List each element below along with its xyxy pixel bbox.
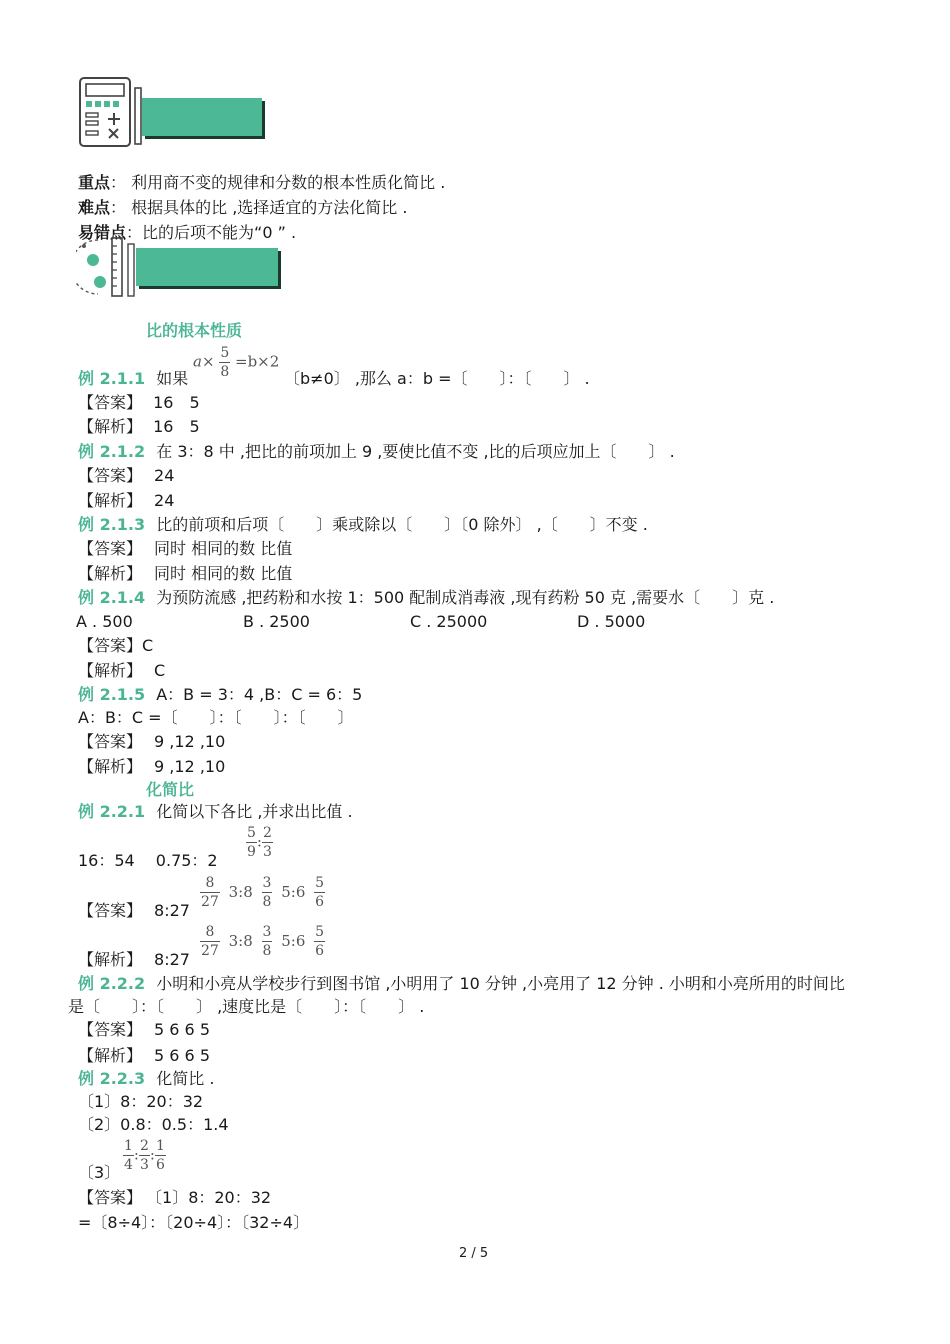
ex213-analysis: [78, 563, 292, 585]
answer-label: 【答案】: [78, 636, 143, 655]
ex212-id: 例 2.1.2: [78, 442, 146, 461]
ex221-f2n: 2: [262, 825, 272, 841]
ex221-ans-frac3: [314, 874, 325, 911]
analysis-label: 【解析】: [78, 417, 143, 436]
ex212-answer-value: 24: [154, 466, 175, 485]
ex214-text: 为预防流感 ,把药粉和水按 1：500 配制成消毒液 ,现有药粉 50 克 ,需要水〔 〕克 .: [156, 588, 775, 607]
analysis-label: 【解析】: [78, 950, 143, 969]
error-prone-label: 易错点: [78, 223, 127, 242]
ex211-id: 例 2.1.1: [78, 369, 146, 388]
ex222-answer-value: 5 6 6 5: [154, 1020, 210, 1039]
ex211-question: a：b =〔 〕：〔 〕 .: [397, 369, 590, 388]
ex221-an-frac1: [200, 923, 220, 960]
ex223-f1d: 4: [124, 1157, 133, 1173]
ex211-num: 5: [220, 345, 230, 361]
section2-title: 化简比: [146, 780, 195, 799]
ex222-analysis-value: 5 6 6 5: [154, 1046, 210, 1065]
ex213-answer: [78, 538, 292, 560]
ex221-line: [78, 801, 353, 823]
ex221-ans-d3: 6: [315, 894, 325, 910]
ex223-id: 例 2.2.3: [78, 1069, 146, 1088]
ex221-ans-r2: 5:6: [281, 882, 306, 901]
ex223-frac3: [155, 1137, 166, 1174]
ex215-analysis: [78, 756, 225, 778]
ex211-analysis: [78, 416, 200, 438]
difficulty-line: 难点： 根据具体的比 ,选择适宜的方法化简比 .: [78, 198, 408, 217]
ex222-id: 例 2.2.2: [78, 974, 146, 993]
ex221-id: 例 2.2.1: [78, 802, 146, 821]
ex211-times: ×: [201, 352, 215, 371]
ex215-text: A：B = 3：4 ,B：C = 6：5: [156, 685, 363, 704]
answer-label: 【答案】: [78, 393, 143, 412]
ex221-an-r2: 5:6: [281, 931, 306, 950]
analysis-label: 【解析】: [78, 1046, 143, 1065]
answer-label: 【答案】: [78, 466, 143, 485]
ex221-answer: [78, 900, 190, 922]
ex221-an-n1: 8: [200, 923, 220, 942]
ex212-answer: [78, 465, 174, 487]
ex223-line: [78, 1068, 214, 1090]
ex221-analysis-fractions: [200, 923, 325, 960]
ex214-analysis: [78, 660, 165, 682]
ex214-option-b: B . 2500: [243, 612, 310, 631]
ex223-step: =〔8÷4〕：〔20÷4〕：〔32÷4〕: [78, 1213, 310, 1232]
ex214-id: 例 2.1.4: [78, 588, 146, 607]
ex214-option-d: D . 5000: [577, 612, 646, 631]
ex221-frac2: [262, 824, 273, 861]
ex213-text: 比的前项和后项〔 〕乘或除以〔 〕〔0 除外〕 ,〔 〕不变 .: [156, 515, 648, 534]
focus-text: 利用商不变的规律和分数的根本性质化简比 .: [131, 173, 446, 192]
answer-label: 【答案】: [78, 901, 143, 920]
ex222-line: [78, 973, 845, 995]
ex221-an-d2: 8: [262, 943, 272, 959]
ex215-answer-value: 9 ,12 ,10: [154, 732, 226, 751]
ex214-option-c: C . 25000: [410, 612, 488, 631]
ex211-tail: [284, 368, 590, 390]
ex221-analysis: [78, 949, 190, 971]
ex221-an-n3: 5: [315, 924, 325, 940]
ex222-text: 小明和小亮从学校步行到图书馆 ,小明用了 10 分钟 ,小亮用了 12 分钟 . 小明和小亮所用的时间比: [156, 974, 845, 993]
answer-label: 【答案】: [78, 539, 143, 558]
ex221-analysis-ratio: 8:27: [154, 950, 190, 969]
ex221-an-d1: 27: [201, 943, 219, 959]
ex223-part1: 〔1〕8：20：32: [78, 1092, 204, 1111]
ex222-line2: 是〔 〕：〔 〕 ,速度比是〔 〕：〔 〕 .: [68, 997, 425, 1016]
ex215-question: A：B：C =〔 〕：〔 〕：〔 〕: [78, 708, 354, 727]
ex223-f2d: 3: [139, 1157, 149, 1173]
page-number: 2 / 5: [459, 1246, 489, 1261]
ex211-cond: 〔b≠0〕 ,那么: [284, 369, 392, 388]
ex223-answer-value: 〔1〕8：20：32: [154, 1188, 272, 1207]
ex214-answer: [78, 635, 153, 657]
ex223-part3: [78, 1162, 120, 1184]
ex215-analysis-value: 9 ,12 ,10: [154, 757, 226, 776]
ex223-part3-fractions: [123, 1137, 166, 1174]
header-banner: [142, 98, 262, 136]
calculator-icon: [78, 76, 144, 148]
ex223-f3n: 1: [155, 1138, 165, 1154]
section-banner: [136, 248, 278, 286]
ex221-ans-frac2: [262, 874, 273, 911]
analysis-label: 【解析】: [78, 564, 143, 583]
ex223-colon1: :: [133, 1145, 139, 1164]
ex221-ans-r1: 3:8: [228, 882, 253, 901]
ex215-answer: [78, 731, 225, 753]
difficulty-text: 根据具体的比 ,选择适宜的方法化简比 .: [131, 198, 408, 217]
ex221-fraction-ratio: [246, 824, 273, 861]
focus-label: 重点: [78, 173, 111, 192]
ex223-frac2: [139, 1137, 150, 1174]
answer-label: 【答案】: [78, 732, 143, 751]
ex223-colon2: :: [149, 1145, 155, 1164]
ex211-analysis-value: 16 5: [153, 417, 200, 436]
ex221-frac1: [246, 824, 257, 861]
ex223-part3-label: 〔3〕: [78, 1163, 121, 1182]
ex221-f2d: 3: [262, 844, 272, 860]
answer-label: 【答案】: [78, 1188, 143, 1207]
ex223-f3d: 6: [155, 1157, 165, 1173]
ex212-line: [78, 441, 675, 463]
ex223-frac1: [123, 1137, 134, 1174]
ex212-analysis: [78, 490, 174, 512]
ex211-answer: [78, 392, 200, 414]
ex221-colon: :: [256, 832, 262, 851]
answer-label: 【答案】: [78, 1020, 143, 1039]
analysis-label: 【解析】: [78, 491, 143, 510]
analysis-label: 【解析】: [78, 757, 143, 776]
ex223-part2: 〔2〕0.8：0.5：1.4: [78, 1115, 229, 1134]
ruler-icon: [76, 236, 140, 298]
ex215-id: 例 2.1.5: [78, 685, 146, 704]
ex212-text: 在 3：8 中 ,把比的前项加上 9 ,要使比值不变 ,比的后项应加上〔 〕 .: [156, 442, 675, 461]
ex221-ans-d2: 8: [262, 894, 272, 910]
ex211-var-a: a: [193, 352, 202, 371]
ex212-analysis-value: 24: [154, 491, 175, 510]
ex221-an-r1: 3:8: [228, 931, 253, 950]
ex222-answer: [78, 1019, 210, 1041]
ex211-formula: [193, 344, 279, 381]
ex223-f1n: 1: [124, 1138, 133, 1154]
analysis-label: 【解析】: [78, 661, 143, 680]
ex213-line: [78, 514, 648, 536]
ex223-answer: [78, 1187, 271, 1209]
ex213-answer-value: 同时 相同的数 比值: [154, 539, 293, 558]
ex221-ans-n2: 3: [262, 875, 272, 891]
ex221-ans-d1: 27: [201, 894, 219, 910]
error-prone-text: 比的后项不能为“0 ” .: [142, 223, 297, 242]
ex214-option-a: A . 500: [76, 612, 133, 631]
ex221-ans-n1: 8: [200, 874, 220, 893]
ex221-f1n: 5: [247, 825, 256, 841]
ex213-analysis-value: 同时 相同的数 比值: [154, 564, 293, 583]
ex213-id: 例 2.1.3: [78, 515, 146, 534]
ex214-analysis-value: C: [154, 661, 166, 680]
ex221-f1d: 9: [247, 844, 256, 860]
error-prone-line: 易错点：比的后项不能为“0 ” .: [78, 223, 297, 242]
ex221-ans-frac1: [200, 874, 220, 911]
ex211-answer-value: 16 5: [153, 393, 200, 412]
ex223-text: 化简比 .: [156, 1069, 215, 1088]
ex211-pre: 如果: [156, 369, 189, 388]
ex211-eq: =b×2: [235, 352, 280, 371]
ex214-line: [78, 587, 774, 609]
ex222-analysis: [78, 1045, 210, 1067]
ex211-line: [78, 368, 188, 390]
ex211-den: 8: [220, 364, 230, 380]
ex214-answer-value: C: [142, 636, 154, 655]
ex221-answer-ratio: 8:27: [154, 901, 190, 920]
ex221-items: 16：54 0.75：2: [78, 851, 218, 870]
ex211-fraction: [219, 344, 230, 381]
ex215-line: [78, 684, 362, 706]
ex221-an-d3: 6: [315, 943, 325, 959]
ex221-answer-fractions: [200, 874, 325, 911]
ex221-an-frac2: [262, 923, 273, 960]
ex223-f2n: 2: [139, 1138, 149, 1154]
ex221-an-n2: 3: [262, 924, 272, 940]
difficulty-label: 难点: [78, 198, 111, 217]
focus-line: 重点： 利用商不变的规律和分数的根本性质化简比 .: [78, 173, 446, 192]
ex221-an-frac3: [314, 923, 325, 960]
ex221-text: 化简以下各比 ,并求出比值 .: [156, 802, 353, 821]
ex221-ans-n3: 5: [315, 875, 325, 891]
section1-title: 比的根本性质: [146, 321, 243, 340]
